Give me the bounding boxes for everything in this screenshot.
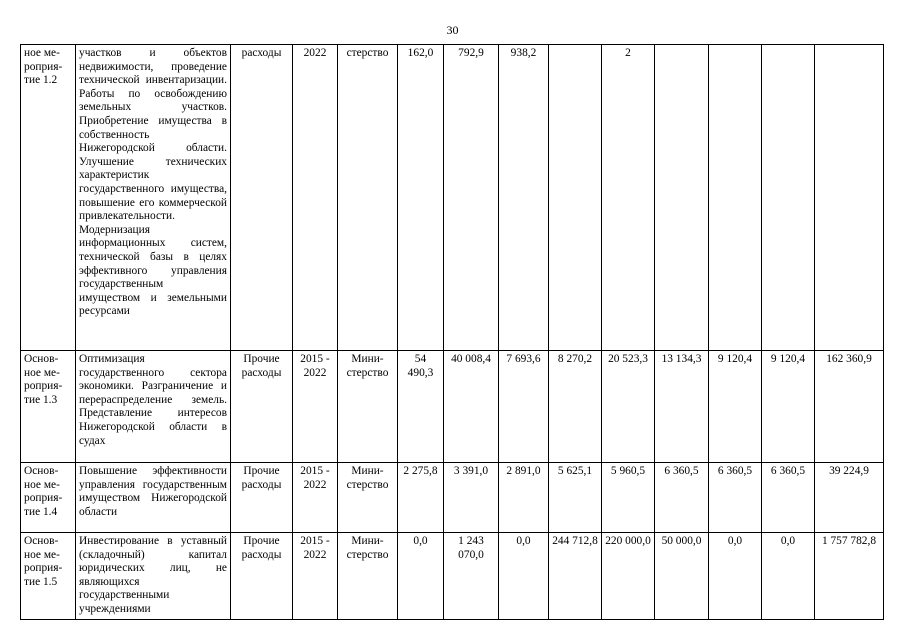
amount-cell: 7 693,6: [499, 351, 549, 463]
amount-cell: 54 490,3: [398, 351, 444, 463]
amount-cell: 39 224,9: [815, 463, 884, 533]
amount-cell: 40 008,4: [444, 351, 499, 463]
amount-cell: 6 360,5: [762, 463, 815, 533]
amount-cell: 2: [602, 45, 655, 351]
amount-cell: 0,0: [499, 533, 549, 620]
amount-cell: 8 270,2: [549, 351, 602, 463]
measure-description-cell: Повышение эффективности управления государственным имуществом Нижегородской области: [76, 463, 231, 533]
expense-type-cell: расходы: [231, 45, 293, 351]
expense-type-cell: Прочие расходы: [231, 463, 293, 533]
page-number: 30: [446, 23, 459, 37]
amount-cell: 0,0: [709, 533, 762, 620]
amount-cell: [815, 45, 884, 351]
amount-cell: [762, 45, 815, 351]
amount-cell: 1 243 070,0: [444, 533, 499, 620]
amount-cell: 13 134,3: [655, 351, 709, 463]
amount-cell: 5 960,5: [602, 463, 655, 533]
measure-description-cell: участков и объектов недвижимости, проведение технической инвентаризации. Работы по освобождению земельных участков. Приобретение имущества в собственность Нижегородской области. Улучшение технических характеристик государственного имущества, повышение его коммерческой привлекательности. Модернизация информационных систем, технической базы в целях эффективного управления государственным имуществом и земельными ресурсами: [76, 45, 231, 351]
executor-cell: Мини-стерство: [338, 533, 398, 620]
expense-type-cell: Прочие расходы: [231, 533, 293, 620]
table-row: [21, 533, 884, 620]
amount-cell: 3 391,0: [444, 463, 499, 533]
period-cell: 2015 - 2022: [293, 351, 338, 463]
amount-cell: 9 120,4: [709, 351, 762, 463]
amount-cell: 792,9: [444, 45, 499, 351]
period-cell: 2022: [293, 45, 338, 351]
amount-cell: 0,0: [398, 533, 444, 620]
amount-cell: [655, 45, 709, 351]
expense-type-cell: Прочие расходы: [231, 351, 293, 463]
amount-cell: 6 360,5: [655, 463, 709, 533]
amount-cell: 5 625,1: [549, 463, 602, 533]
executor-cell: Мини-стерство: [338, 463, 398, 533]
amount-cell: 162 360,9: [815, 351, 884, 463]
amount-cell: 244 712,8: [549, 533, 602, 620]
amount-cell: [709, 45, 762, 351]
table-body: [21, 45, 884, 620]
amount-cell: 2 275,8: [398, 463, 444, 533]
measure-name-cell: Основ- ное ме- роприя- тие 1.5: [21, 533, 76, 620]
amount-cell: 938,2: [499, 45, 549, 351]
table-row: [21, 45, 884, 351]
budget-table: [20, 44, 884, 620]
measure-description-cell: Оптимизация государственного сектора экономики. Разграничение и перераспределение земель. Представление интересов Нижегородской области в судах: [76, 351, 231, 463]
executor-cell: Мини-стерство: [338, 351, 398, 463]
amount-cell: 2 891,0: [499, 463, 549, 533]
amount-cell: 0,0: [762, 533, 815, 620]
table-row: [21, 463, 884, 533]
period-cell: 2015 - 2022: [293, 533, 338, 620]
period-cell: 2015 - 2022: [293, 463, 338, 533]
amount-cell: [549, 45, 602, 351]
amount-cell: 6 360,5: [709, 463, 762, 533]
amount-cell: 220 000,0: [602, 533, 655, 620]
measure-name-cell: Основ- ное ме- роприя- тие 1.4: [21, 463, 76, 533]
table-row: [21, 351, 884, 463]
executor-cell: стерство: [338, 45, 398, 351]
amount-cell: 9 120,4: [762, 351, 815, 463]
amount-cell: 162,0: [398, 45, 444, 351]
amount-cell: 50 000,0: [655, 533, 709, 620]
amount-cell: 20 523,3: [602, 351, 655, 463]
measure-name-cell: ное ме- роприя- тие 1.2: [21, 45, 76, 351]
amount-cell: 1 757 782,8: [815, 533, 884, 620]
measure-name-cell: Основ- ное ме- роприя- тие 1.3: [21, 351, 76, 463]
measure-description-cell: Инвестирование в уставный (складочный) капитал юридических лиц, не являющихся государственными учреждениями: [76, 533, 231, 620]
